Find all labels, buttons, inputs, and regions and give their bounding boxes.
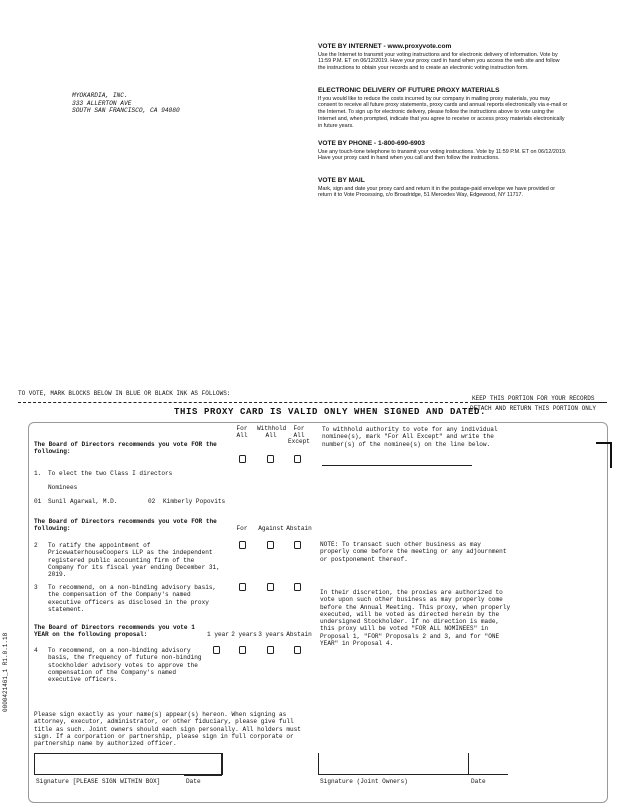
vote-mail-heading: VOTE BY MAIL	[318, 177, 365, 184]
col-withhold-all: Withhold All	[257, 425, 287, 439]
col-abstain: Abstain	[286, 525, 312, 532]
checkbox-item4-abstain[interactable]	[294, 646, 301, 654]
nominee-number-line[interactable]	[322, 465, 472, 466]
joint-date-box[interactable]	[468, 753, 508, 775]
vote-phone-block	[318, 141, 568, 162]
signature-box[interactable]	[34, 753, 222, 775]
item4-number: 4	[34, 647, 38, 654]
vote-mail-block	[318, 178, 568, 199]
nominee-01: Sunil Agarwal, M.D.	[48, 498, 118, 505]
item1-text: To elect the two Class I directors	[48, 470, 173, 477]
nominee-01-number: 01	[34, 498, 42, 505]
registration-mark	[596, 442, 612, 468]
signature-divider	[222, 753, 223, 775]
company-city: SOUTH SAN FRANCISCO, CA 94080	[72, 107, 180, 115]
col-3-years: 3 years	[258, 631, 284, 638]
electronic-delivery-heading: ELECTRONIC DELIVERY OF FUTURE PROXY MATERIALS	[318, 87, 500, 94]
item2-number: 2	[34, 542, 38, 549]
item3-text: To recommend, on a non-binding advisory basis, the compensation of the Company's named executive officers as disclosed in the proxy statement.	[48, 584, 217, 613]
date-line[interactable]	[184, 775, 222, 776]
checkbox-item2-for[interactable]	[239, 541, 246, 549]
signature-label: Signature [PLEASE SIGN WITHIN BOX]	[36, 778, 161, 785]
joint-signature-label: Signature (Joint Owners)	[320, 778, 408, 785]
electronic-delivery-block	[318, 88, 568, 129]
valid-notice: THIS PROXY CARD IS VALID ONLY WHEN SIGNED AND DATED.	[174, 407, 487, 417]
item4-text: To recommend, on a non-binding advisory basis, the frequency of future non-binding stockholder advisory votes to approve the compensation of the Company's named executive officers.	[48, 647, 202, 684]
col-for-all: For All	[236, 425, 248, 439]
col-against: Against	[258, 525, 284, 532]
nominee-02: Kimberly Popovits	[163, 498, 226, 505]
electronic-delivery-text: If you would like to reduce the costs incurred by our company in mailing proxy materials, you may consent to receive all future proxy statements, proxy cards and annual reports electronically via e-mail or the Internet. To sign up for electronic delivery, please follow the instructions above to vote using the Internet and, when prompted, indicate that you agree to receive or access proxy materials electronically in future years.	[318, 95, 568, 129]
signing-instructions: Please sign exactly as your name(s) appear(s) hereon. When signing as attorney, executor, administrator, or other fiduciary, please give full title as such. Joint owners should each sign personally. All holders must sign. If a corporation or partnership, please sign in full corporate or partnership name by authorized officer.	[34, 711, 301, 748]
checkbox-withhold-all[interactable]	[267, 455, 274, 463]
nominees-label: Nominees	[48, 484, 78, 491]
vote-mail-text: Mark, sign and date your proxy card and return it in the postage-paid envelope we have provided or return it to Vote Processing, c/o Broadridge, 51 Mercedes Way, Edgewood, NY 11717.	[318, 185, 556, 199]
note-text: NOTE: To transact such other business as may properly come before the meeting or any adjournment or postponement thereof.	[320, 541, 507, 563]
col-for: For	[236, 525, 248, 532]
perforation-line	[18, 402, 468, 403]
checkbox-item3-abstain[interactable]	[294, 583, 301, 591]
company-address	[72, 92, 180, 115]
keep-portion-label: KEEP THIS PORTION FOR YOUR RECORDS	[472, 395, 595, 402]
checkbox-item2-abstain[interactable]	[294, 541, 301, 549]
checkbox-for-all-except[interactable]	[294, 455, 301, 463]
detach-portion-label: DETACH AND RETURN THIS PORTION ONLY	[470, 405, 597, 412]
withhold-note: To withhold authority to vote for any individual nominee(s), mark "For All Except" and write the number(s) of the nominee(s) on the line below.	[322, 426, 498, 448]
company-street: 333 ALLERTON AVE	[72, 99, 132, 107]
company-name: MYOKARDIA, INC.	[72, 92, 128, 99]
vote-internet-heading: VOTE BY INTERNET - www.proxyvote.com	[318, 43, 452, 50]
checkbox-item3-against[interactable]	[267, 583, 274, 591]
col-2-years: 2 years	[231, 631, 257, 638]
vote-internet-block	[318, 44, 568, 72]
keep-divider	[470, 402, 607, 403]
item3-number: 3	[34, 584, 38, 591]
checkbox-item4-1-year[interactable]	[213, 646, 220, 654]
checkbox-item3-for[interactable]	[239, 583, 246, 591]
vote-phone-text: Use any touch-tone telephone to transmit your voting instructions. Vote by 11:59 P.M. ET on 06/12/2019. Have your proxy card in hand when you call and then follow the instructions.	[318, 148, 567, 162]
joint-signature-box[interactable]	[318, 753, 468, 775]
side-code: 0000421461_1 R1.0.1.18	[2, 632, 9, 712]
mark-instruction: TO VOTE, MARK BLOCKS BELOW IN BLUE OR BLACK INK AS FOLLOWS:	[18, 390, 231, 397]
checkbox-item4-3-years[interactable]	[267, 646, 274, 654]
item2-text: To ratify the appointment of PricewaterhouseCoopers LLP as the independent registered public accounting firm of the Company for its fiscal year ending December 31, 2019.	[48, 542, 220, 579]
item1-number: 1.	[34, 470, 42, 477]
col-abstain-2: Abstain	[286, 631, 312, 638]
section3-recommend: The Board of Directors recommends you vote 1 YEAR on the following proposal:	[34, 624, 195, 639]
col-for-all-except: For All Except	[288, 425, 310, 446]
vote-internet-text: Use the Internet to transmit your voting instructions and for electronic delivery of information. Vote by 11:59 P.M. ET on 06/12/2019. Have your proxy card in hand when you access the web site and follow the instructions to obtain your records and to create an electronic voting instruction form.	[318, 51, 560, 72]
col-1-year: 1 year	[207, 631, 229, 638]
section2-recommend: The Board of Directors recommends you vote FOR the following:	[34, 518, 217, 533]
joint-date-label: Date	[471, 778, 486, 785]
vote-phone-heading: VOTE BY PHONE - 1-800-690-6903	[318, 140, 425, 147]
checkbox-item2-against[interactable]	[267, 541, 274, 549]
discretion-text: In their discretion, the proxies are authorized to vote upon such other business as may properly come before the Annual Meeting. This proxy, when properly executed, will be voted as directed herein by the undersigned Stockholder. If no direction is made, this proxy will be voted "FOR ALL NOMINEES" in Proposal 1, "FOR" Proposals 2 and 3, and for "ONE YEAR" in Proposal 4.	[320, 589, 511, 648]
date-label: Date	[186, 778, 201, 785]
nominee-02-number: 02	[148, 498, 156, 505]
checkbox-for-all[interactable]	[239, 455, 246, 463]
checkbox-item4-2-years[interactable]	[239, 646, 246, 654]
section1-recommend: The Board of Directors recommends you vote FOR the following:	[34, 441, 217, 456]
